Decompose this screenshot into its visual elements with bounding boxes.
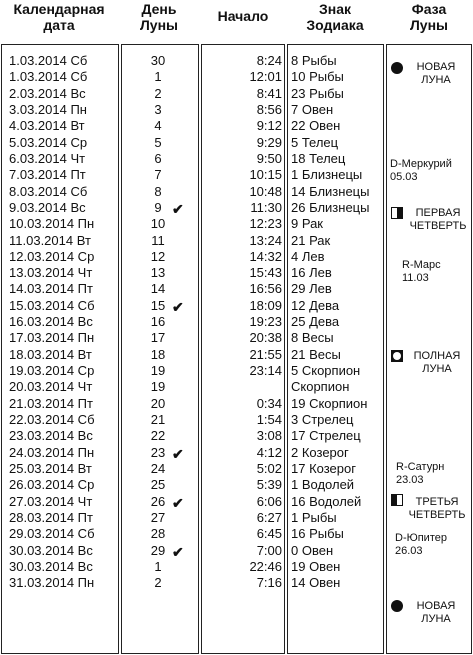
zodiac-cell: 7 Овен xyxy=(291,101,334,117)
moon-day-cell: 9 xyxy=(154,199,162,215)
moon-day-cell: 8 xyxy=(154,183,162,199)
check-mark-icon: ✔ xyxy=(172,445,184,462)
table-row xyxy=(0,135,473,151)
header-date-line2: дата xyxy=(43,17,75,33)
check-mark-icon: ✔ xyxy=(172,200,184,217)
zodiac-cell: 5 Скорпион xyxy=(291,363,361,379)
header-zodiac-line1: Знак xyxy=(318,1,352,17)
moon-day-cell: 14 xyxy=(150,281,166,297)
date-cell: 19.03.2014 Ср xyxy=(9,363,95,379)
table-row xyxy=(0,118,473,134)
zodiac-cell: 1 Водолей xyxy=(291,477,355,493)
zodiac-cell: 23 Рыбы xyxy=(291,85,344,101)
moon-day-cell: 25 xyxy=(150,477,166,493)
zodiac-cell: 1 Рыбы xyxy=(291,509,337,525)
header-phase-line1: Фаза xyxy=(411,1,447,17)
planet-event-mars xyxy=(402,259,441,285)
moon-day-cell: 6 xyxy=(154,150,162,166)
zodiac-cell: 19 Овен xyxy=(291,558,341,574)
moon-day-cell: 19 xyxy=(150,363,166,379)
start-time-cell: 6:06 xyxy=(256,493,282,509)
start-time-cell: 8:56 xyxy=(256,101,282,117)
moon-day-cell: 28 xyxy=(150,526,166,542)
moon-day-cell: 10 xyxy=(150,216,166,232)
date-cell: 1.03.2014 Сб xyxy=(9,53,88,68)
full-moon-icon xyxy=(391,350,403,362)
planet-event-mercury xyxy=(390,158,452,184)
planet-name: D-Юпитер xyxy=(395,532,447,544)
date-cell: 17.03.2014 Пн xyxy=(9,330,95,346)
zodiac-cell: 21 Рак xyxy=(291,232,331,248)
phase-last-quarter xyxy=(404,496,470,522)
planet-name: D-Меркурий xyxy=(390,158,452,170)
date-cell: 30.03.2014 Вс xyxy=(9,542,93,558)
zodiac-cell: 8 Весы xyxy=(291,330,334,346)
planet-name: R-Сатурн xyxy=(396,461,445,473)
check-mark-icon: ✔ xyxy=(172,494,184,511)
zodiac-cell: 4 Лев xyxy=(291,248,325,264)
start-time-cell: 6:27 xyxy=(256,509,282,525)
moon-day-cell: 22 xyxy=(150,428,166,444)
phase-label-line2: ЧЕТВЕРТЬ xyxy=(409,220,467,232)
new-moon-icon xyxy=(391,62,403,74)
start-time-cell: 18:09 xyxy=(249,297,282,313)
date-cell: 7.03.2014 Пт xyxy=(9,167,86,183)
start-time-cell: 0:34 xyxy=(256,395,282,411)
header-zodiac xyxy=(286,0,384,44)
date-cell: 8.03.2014 Сб xyxy=(9,183,88,199)
date-cell: 28.03.2014 Пт xyxy=(9,509,93,525)
zodiac-cell: 5 Телец xyxy=(291,134,339,150)
phase-label-line1: ТРЕТЬЯ xyxy=(415,496,459,508)
phase-new-moon-2 xyxy=(406,600,466,626)
planet-date: 23.03 xyxy=(396,474,424,486)
planet-name: R-Марс xyxy=(402,259,441,271)
table-row xyxy=(0,330,473,346)
date-cell: 11.03.2014 Вт xyxy=(9,232,91,248)
header-date-line1: Календарная xyxy=(13,1,105,17)
moon-day-cell: 5 xyxy=(154,134,162,150)
table-row xyxy=(0,363,473,379)
moon-day-cell: 24 xyxy=(150,461,166,476)
zodiac-cell: 0 Овен xyxy=(291,542,334,558)
start-time-cell: 4:12 xyxy=(256,444,282,460)
moon-day-cell: 1 xyxy=(154,558,162,574)
moon-day-cell: 4 xyxy=(154,118,162,134)
table-row xyxy=(0,298,473,314)
start-time-cell: 9:50 xyxy=(256,150,282,166)
start-time-cell: 14:32 xyxy=(249,248,282,264)
table-row xyxy=(0,428,473,444)
new-moon-icon xyxy=(391,600,403,612)
date-cell: 23.03.2014 Вс xyxy=(9,428,93,444)
start-time-cell: 15:43 xyxy=(249,265,282,281)
zodiac-cell: 29 Лев xyxy=(291,281,332,297)
moon-day-cell: 7 xyxy=(154,167,162,183)
date-cell: 18.03.2014 Вт xyxy=(9,346,92,362)
moon-day-cell: 2 xyxy=(154,575,162,591)
date-cell: 10.03.2014 Пн xyxy=(9,216,95,232)
phase-label-line2: ЛУНА xyxy=(422,363,452,375)
last-quarter-icon xyxy=(391,494,403,506)
moon-day-cell: 23 xyxy=(150,444,166,460)
start-time-cell: 7:16 xyxy=(256,575,282,591)
zodiac-cell: 26 Близнецы xyxy=(291,199,370,215)
zodiac-cell: 19 Скорпион xyxy=(291,395,368,411)
zodiac-cell: 16 Лев xyxy=(291,265,332,281)
header-moon-day xyxy=(120,0,198,44)
phase-label-line2: ЛУНА xyxy=(421,74,451,86)
zodiac-cell: 14 Близнецы xyxy=(291,183,370,199)
zodiac-cell: Скорпион xyxy=(291,379,350,395)
date-cell: 20.03.2014 Чт xyxy=(9,379,93,395)
table-row xyxy=(0,575,473,591)
date-cell: 25.03.2014 Вт xyxy=(9,461,92,476)
zodiac-cell: 25 Дева xyxy=(291,314,340,330)
phase-full-moon xyxy=(406,350,468,376)
moon-day-cell: 21 xyxy=(150,412,166,428)
table-row xyxy=(0,379,473,395)
moon-day-cell: 3 xyxy=(154,101,162,117)
date-cell: 21.03.2014 Пт xyxy=(9,395,93,411)
start-time-cell: 22:46 xyxy=(249,558,282,574)
start-time-cell: 23:14 xyxy=(249,363,282,379)
moon-day-cell: 26 xyxy=(150,493,166,509)
table-row xyxy=(0,102,473,118)
start-time-cell: 19:23 xyxy=(249,314,282,330)
table-row xyxy=(0,445,473,461)
date-cell: 3.03.2014 Пн xyxy=(9,101,87,117)
date-cell: 22.03.2014 Сб xyxy=(9,412,95,428)
date-cell: 30.03.2014 Вс xyxy=(9,558,93,574)
date-cell: 6.03.2014 Чт xyxy=(9,150,86,166)
header-day-line1: День xyxy=(141,1,177,17)
start-time-cell: 6:45 xyxy=(256,526,282,542)
start-time-cell: 13:24 xyxy=(249,232,282,248)
date-cell: 29.03.2014 Сб xyxy=(9,526,95,542)
start-time-cell: 5:02 xyxy=(256,461,282,476)
start-time-cell: 11:30 xyxy=(250,199,282,215)
moon-day-cell: 29 xyxy=(150,542,166,558)
table-row xyxy=(0,86,473,102)
phase-label-line1: ПЕРВАЯ xyxy=(415,207,461,219)
moon-day-cell: 17 xyxy=(150,330,166,346)
table-row xyxy=(0,69,473,85)
date-cell: 2.03.2014 Вс xyxy=(9,85,86,101)
date-cell: 5.03.2014 Ср xyxy=(9,134,88,150)
date-cell: 1.03.2014 Сб xyxy=(9,69,88,85)
date-cell: 9.03.2014 Вс xyxy=(9,199,86,215)
moon-day-cell: 2 xyxy=(154,85,162,101)
moon-day-cell: 12 xyxy=(150,248,166,264)
planet-date: 26.03 xyxy=(395,545,423,557)
start-time-cell: 5:39 xyxy=(256,477,282,493)
moon-day-cell: 16 xyxy=(150,314,166,330)
date-cell: 14.03.2014 Пт xyxy=(9,281,93,297)
moon-day-cell: 13 xyxy=(150,265,166,281)
zodiac-cell: 17 Козерог xyxy=(291,461,356,476)
header-date xyxy=(0,0,118,44)
date-cell: 16.03.2014 Вс xyxy=(9,314,93,330)
zodiac-cell: 16 Рыбы xyxy=(291,526,344,542)
zodiac-cell: 22 Овен xyxy=(291,118,341,134)
header-phase-line2: Луны xyxy=(409,17,449,33)
moon-day-cell: 19 xyxy=(150,379,166,395)
phase-label-line2: ЛУНА xyxy=(421,613,451,625)
zodiac-cell: 1 Близнецы xyxy=(291,167,363,183)
phase-label-line1: НОВАЯ xyxy=(416,61,456,73)
zodiac-cell: 17 Стрелец xyxy=(291,428,361,444)
date-cell: 24.03.2014 Пн xyxy=(9,444,95,460)
start-time-cell: 12:23 xyxy=(249,216,282,232)
table-row xyxy=(0,412,473,428)
zodiac-cell: 3 Стрелец xyxy=(291,412,354,428)
date-cell: 12.03.2014 Ср xyxy=(9,248,95,264)
table-row xyxy=(0,396,473,412)
phase-new-moon-1 xyxy=(406,61,466,87)
planet-date: 05.03 xyxy=(390,171,418,183)
start-time-cell: 10:15 xyxy=(249,167,282,183)
moon-day-cell: 15 xyxy=(150,297,166,313)
zodiac-cell: 18 Телец xyxy=(291,150,346,166)
moon-day-cell: 30 xyxy=(150,53,166,68)
moon-day-cell: 20 xyxy=(150,395,166,411)
zodiac-cell: 16 Водолей xyxy=(291,493,362,509)
phase-first-quarter xyxy=(405,207,471,233)
date-cell: 13.03.2014 Чт xyxy=(9,265,93,281)
header-zodiac-line2: Зодиака xyxy=(306,17,364,33)
start-time-cell: 16:56 xyxy=(249,281,282,297)
header-start-line1: Начало xyxy=(217,8,269,24)
planet-event-saturn xyxy=(396,461,444,487)
table-row xyxy=(0,233,473,249)
zodiac-cell: 21 Весы xyxy=(291,346,341,362)
moon-day-cell: 11 xyxy=(151,232,165,248)
zodiac-cell: 9 Рак xyxy=(291,216,323,232)
table-row xyxy=(0,559,473,575)
phase-label-line1: ПОЛНАЯ xyxy=(413,350,461,362)
zodiac-cell: 12 Дева xyxy=(291,297,340,313)
planet-event-jupiter xyxy=(395,532,447,558)
date-cell: 15.03.2014 Сб xyxy=(9,297,95,313)
date-cell: 4.03.2014 Вт xyxy=(9,118,85,134)
start-time-cell: 8:24 xyxy=(256,53,282,68)
header-start xyxy=(200,0,286,44)
start-time-cell: 21:55 xyxy=(249,346,282,362)
date-cell: 31.03.2014 Пн xyxy=(9,575,95,591)
start-time-cell: 7:00 xyxy=(256,542,282,558)
table-row xyxy=(0,314,473,330)
start-time-cell: 9:12 xyxy=(256,118,282,134)
start-time-cell: 9:29 xyxy=(256,134,282,150)
zodiac-cell: 10 Рыбы xyxy=(291,69,344,85)
date-cell: 26.03.2014 Ср xyxy=(9,477,95,493)
table-row xyxy=(0,184,473,200)
moon-day-cell: 1 xyxy=(154,69,162,85)
start-time-cell: 1:54 xyxy=(256,412,282,428)
check-mark-icon: ✔ xyxy=(172,298,184,315)
zodiac-cell: 8 Рыбы xyxy=(291,53,337,68)
moon-day-cell: 27 xyxy=(150,509,166,525)
phase-label-line2: ЧЕТВЕРТЬ xyxy=(408,509,466,521)
moon-day-cell: 18 xyxy=(150,346,166,362)
start-time-cell: 8:41 xyxy=(256,85,282,101)
first-quarter-icon xyxy=(391,207,403,219)
start-time-cell: 3:08 xyxy=(256,428,282,444)
start-time-cell: 20:38 xyxy=(249,330,282,346)
planet-date: 11.03 xyxy=(402,272,429,284)
zodiac-cell: 2 Козерог xyxy=(291,444,349,460)
start-time-cell: 12:01 xyxy=(249,69,282,85)
header-day-line2: Луны xyxy=(139,17,179,33)
zodiac-cell: 14 Овен xyxy=(291,575,341,591)
table-row xyxy=(0,510,473,526)
date-cell: 27.03.2014 Чт xyxy=(9,493,93,509)
header-phase xyxy=(386,0,472,44)
check-mark-icon: ✔ xyxy=(172,543,184,560)
start-time-cell: 10:48 xyxy=(249,183,282,199)
phase-label-line1: НОВАЯ xyxy=(416,600,456,612)
